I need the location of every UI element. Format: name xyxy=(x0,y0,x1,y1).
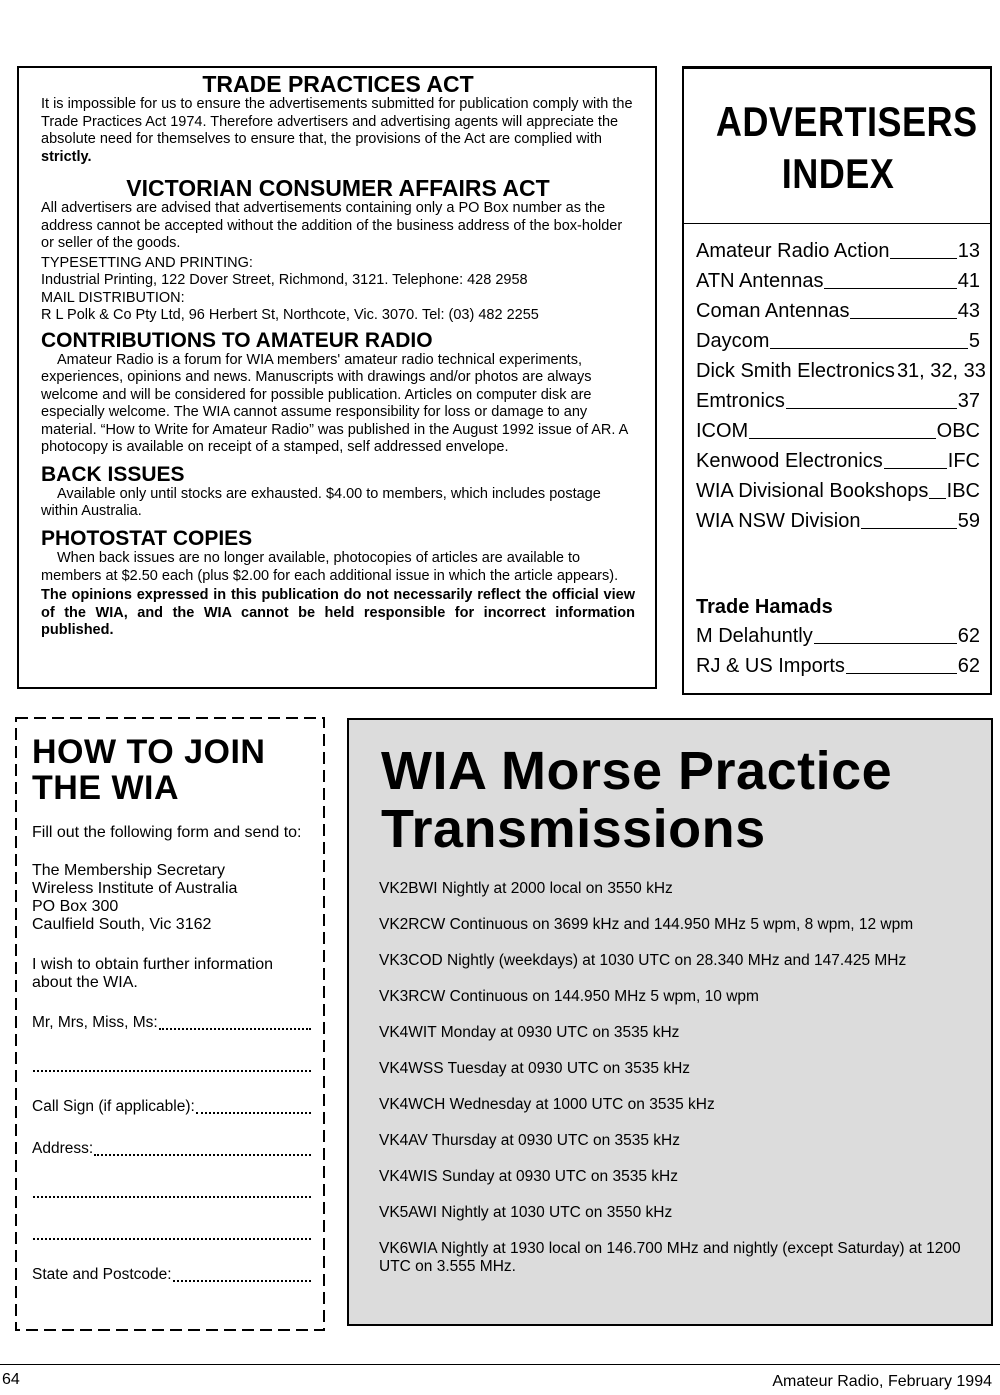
hamad-row xyxy=(696,651,980,681)
morse-schedule-item: VK5AWI Nightly at 1030 UTC on 3550 kHz xyxy=(379,1204,673,1221)
leader-line xyxy=(786,408,957,409)
advertiser-name: Amateur Radio Action xyxy=(696,240,890,263)
advertiser-row xyxy=(696,236,980,266)
contributions-title: CONTRIBUTIONS TO AMATEUR RADIO xyxy=(41,328,433,352)
back-issues-body: Available only until stocks are exhausted. $4.00 to members, which includes postage within Australia. xyxy=(41,485,601,520)
name-field-continued[interactable] xyxy=(32,1056,311,1098)
disclaimer: The opinions expressed in this publication do not necessarily reflect the official view of the WIA, and the WIA cannot be held responsible for incorrect information published. xyxy=(41,587,635,639)
mail-distribution-value: R L Polk & Co Pty Ltd, 96 Herbert St, Northcote, Vic. 3070. Tel: (03) 482 2255 xyxy=(41,307,539,324)
join-address-line2: Wireless Institute of Australia xyxy=(32,880,238,897)
advertiser-row xyxy=(696,476,980,506)
morse-schedule-item: VK2BWI Nightly at 2000 local on 3550 kHz xyxy=(379,880,673,897)
photostat-body: When back issues are no longer available, photocopies of articles are available to members at $2.50 each (plus $2.00 for each additional issue in which the article appears). xyxy=(41,550,619,584)
morse-schedule-item: VK3COD Nightly (weekdays) at 1030 UTC on 28.340 MHz and 147.425 MHz xyxy=(379,952,907,969)
advertiser-page: OBC xyxy=(936,420,980,443)
name-field-line[interactable] xyxy=(159,1014,311,1030)
leader-line xyxy=(846,673,957,674)
publication-footer: Amateur Radio, February 1994 xyxy=(772,1373,992,1390)
leader-line xyxy=(861,528,956,529)
advertiser-page: 37 xyxy=(957,390,980,413)
leader-line xyxy=(770,348,968,349)
trade-hamads-title: Trade Hamads xyxy=(696,596,833,619)
advertisers-title-line2: INDEX xyxy=(781,150,895,198)
morse-schedule-item: VK4WCH Wednesday at 1000 UTC on 3535 kHz xyxy=(379,1096,715,1113)
state-postcode-label: State and Postcode: xyxy=(32,1266,172,1283)
advertiser-page: 5 xyxy=(968,330,980,353)
page-number: 64 xyxy=(2,1371,20,1388)
leader-line xyxy=(814,643,957,644)
address-field-line[interactable] xyxy=(94,1140,311,1156)
advertiser-name: Emtronics xyxy=(696,390,785,413)
advertisers-divider xyxy=(684,223,990,224)
advertiser-name: Kenwood Electronics xyxy=(696,450,883,473)
advertiser-row xyxy=(696,266,980,296)
callsign-field-label: Call Sign (if applicable): xyxy=(32,1098,195,1115)
morse-practice-box xyxy=(347,718,993,1326)
name-field-line-2[interactable] xyxy=(33,1056,311,1072)
advertiser-page: IBC xyxy=(946,480,980,503)
address-field-line-3[interactable] xyxy=(33,1224,311,1240)
trade-practices-box xyxy=(17,66,657,689)
advertiser-page: 31, 32, 33 xyxy=(896,360,986,383)
advertiser-page: 43 xyxy=(957,300,980,323)
trade-practices-text: It is impossible for us to ensure the advertisements submitted for publication comply with the Trade Practices Act 1974. Therefore advertisers and advertising agents will appreciate the absolute need for themselves to ensure that, the provisions of the Act are complied with xyxy=(41,96,633,148)
typesetting-label: TYPESETTING AND PRINTING: xyxy=(41,254,253,271)
morse-schedule-item: VK4WSS Tuesday at 0930 UTC on 3535 kHz xyxy=(379,1060,691,1077)
advertiser-name: WIA NSW Division xyxy=(696,510,861,533)
advertiser-row xyxy=(696,356,986,386)
advertiser-page: IFC xyxy=(947,450,980,473)
hamad-name: M Delahuntly xyxy=(696,625,813,648)
advertiser-name: ICOM xyxy=(696,420,749,443)
consumer-affairs-title: VICTORIAN CONSUMER AFFAIRS ACT xyxy=(126,175,550,202)
address-field-label: Address: xyxy=(32,1140,94,1157)
advertisers-index-box xyxy=(682,66,992,695)
hamad-page: 62 xyxy=(957,625,980,648)
state-postcode-line[interactable] xyxy=(173,1266,311,1282)
join-wish: I wish to obtain further information about the WIA. xyxy=(32,956,274,991)
how-to-join-coupon xyxy=(18,720,321,1330)
advertiser-row xyxy=(696,386,980,416)
morse-schedule-list xyxy=(379,880,981,1276)
join-form xyxy=(32,1014,311,1308)
morse-title-line1: WIA Morse Practice xyxy=(381,741,893,801)
advertiser-row xyxy=(696,506,980,536)
address-field-continued[interactable] xyxy=(32,1224,311,1266)
advertiser-name: Daycom xyxy=(696,330,770,353)
morse-schedule-item: VK4AV Thursday at 0930 UTC on 3535 kHz xyxy=(379,1132,680,1149)
leader-line xyxy=(890,258,956,259)
morse-schedule-item: VK6WIA Nightly at 1930 local on 146.700 MHz and nightly (except Saturday) at 1200 UTC on 3.555 MHz. xyxy=(379,1240,961,1275)
state-postcode-field[interactable] xyxy=(32,1266,311,1308)
name-field[interactable] xyxy=(32,1014,311,1056)
back-issues-title: BACK ISSUES xyxy=(41,462,185,486)
trade-hamads-list xyxy=(696,621,980,681)
trade-practices-title: TRADE PRACTICES ACT xyxy=(202,71,474,97)
hamad-name: RJ & US Imports xyxy=(696,655,845,678)
morse-schedule-item: VK4WIS Sunday at 0930 UTC on 3535 kHz xyxy=(379,1168,678,1185)
advertiser-row xyxy=(696,296,980,326)
contributions-body: Amateur Radio is a forum for WIA members' amateur radio technical experiments, experiences, opinions and news. Manuscripts with drawings and/or photos are always welcome and will be considered for possible publication. Articles on computer disk are especially welcome. The WIA cannot assume responsibility for loss or damage to any material. “How to Write for Amateur Radio” was published in the August 1992 issue of AR. A photocopy is available on receipt of a stamped, self addressed envelope. xyxy=(41,351,628,456)
address-field-continued[interactable] xyxy=(32,1182,311,1224)
consumer-affairs-body: All advertisers are advised that advertisements containing only a PO Box number as the address cannot be accepted without the addition of the business address of the box-holder or seller of the goods. xyxy=(41,200,623,252)
photostat-title: PHOTOSTAT COPIES xyxy=(41,526,253,550)
advertiser-name: Dick Smith Electronics xyxy=(696,360,895,383)
leader-line xyxy=(929,498,945,499)
join-address-line3: PO Box 300 xyxy=(32,898,119,915)
advertiser-page: 41 xyxy=(957,270,980,293)
footer-rule xyxy=(0,1364,1000,1365)
advertiser-page: 59 xyxy=(957,510,980,533)
join-title-line1: HOW TO JOIN xyxy=(32,733,266,771)
hamad-row xyxy=(696,621,980,651)
leader-line xyxy=(850,318,956,319)
morse-schedule-item: VK2RCW Continuous on 3699 kHz and 144.950 MHz 5 wpm, 8 wpm, 12 wpm xyxy=(379,916,914,933)
advertiser-page: 13 xyxy=(957,240,980,263)
leader-line xyxy=(824,288,956,289)
leader-line xyxy=(749,438,935,439)
join-title-line2: THE WIA xyxy=(32,769,180,807)
typesetting-value: Industrial Printing, 122 Dover Street, Richmond, 3121. Telephone: 428 2958 xyxy=(41,272,528,289)
hamad-page: 62 xyxy=(957,655,980,678)
trade-practices-strictly: strictly. xyxy=(41,148,92,165)
advertiser-name: ATN Antennas xyxy=(696,270,824,293)
advertiser-name: Coman Antennas xyxy=(696,300,850,323)
address-field-line-2[interactable] xyxy=(33,1182,311,1198)
join-address-line4: Caulfield South, Vic 3162 xyxy=(32,916,212,933)
mail-distribution-label: MAIL DISTRIBUTION: xyxy=(41,289,185,306)
trade-practices-body xyxy=(41,96,635,166)
morse-title-line2: Transmissions xyxy=(381,799,766,859)
callsign-field[interactable] xyxy=(32,1098,311,1140)
advertiser-row xyxy=(696,416,980,446)
advertisers-list xyxy=(696,236,986,536)
join-intro: Fill out the following form and send to: xyxy=(32,824,302,841)
morse-schedule-item: VK4WIT Monday at 0930 UTC on 3535 kHz xyxy=(379,1024,680,1041)
advertisers-title-line1: ADVERTISERS xyxy=(715,98,978,145)
morse-schedule-item: VK3RCW Continuous on 144.950 MHz 5 wpm, 10 wpm xyxy=(379,988,759,1005)
name-field-label: Mr, Mrs, Miss, Ms: xyxy=(32,1014,158,1031)
advertiser-name: WIA Divisional Bookshops xyxy=(696,480,929,503)
address-field[interactable] xyxy=(32,1140,311,1182)
leader-line xyxy=(884,468,947,469)
advertiser-row xyxy=(696,326,980,356)
join-address-line1: The Membership Secretary xyxy=(32,862,225,879)
advertiser-row xyxy=(696,446,980,476)
callsign-field-line[interactable] xyxy=(196,1098,311,1114)
